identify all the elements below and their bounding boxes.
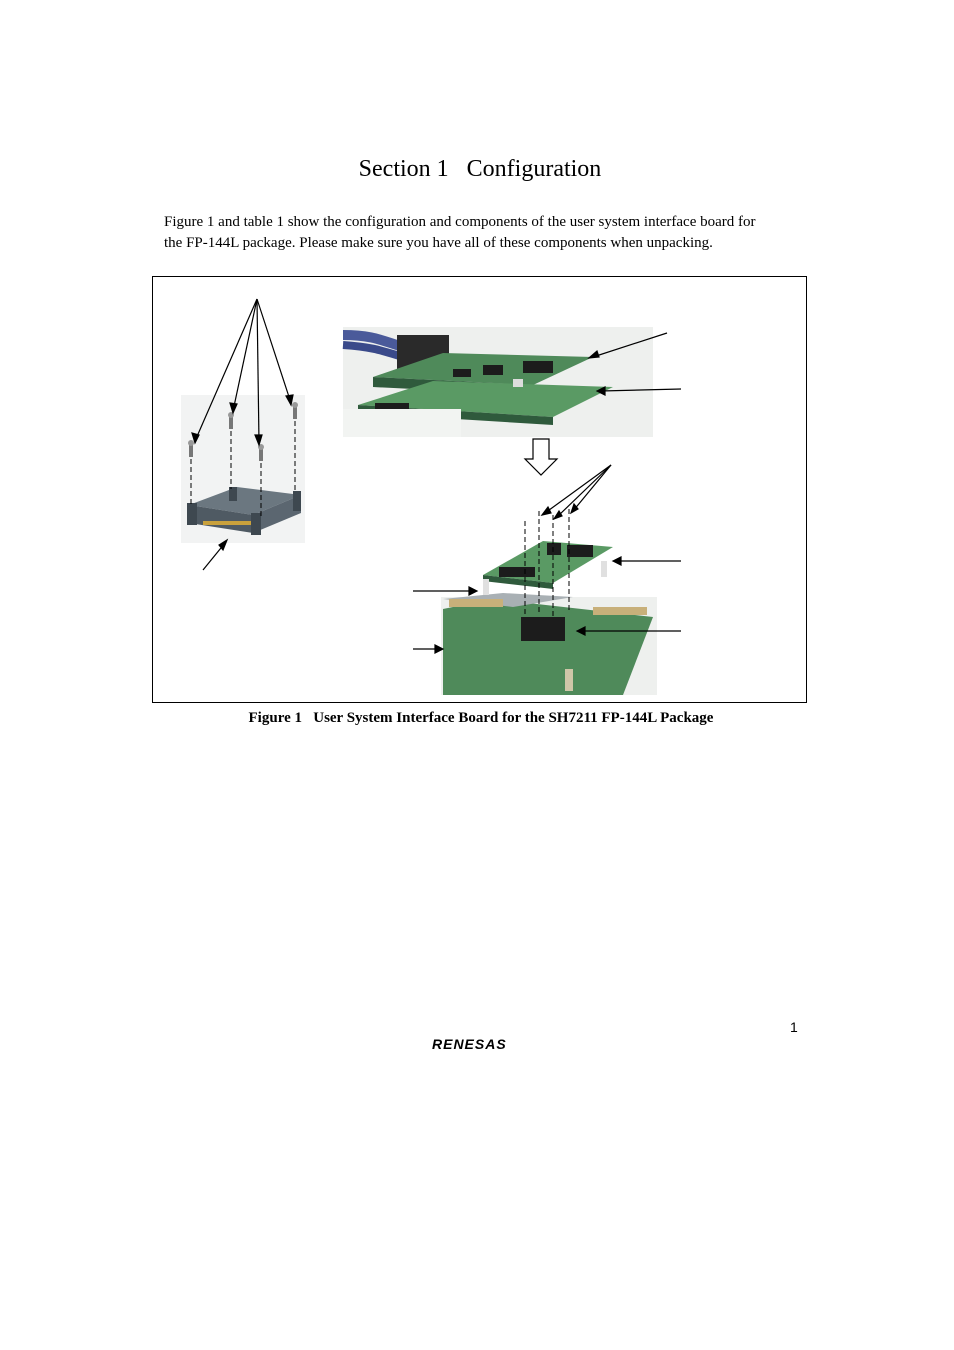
figure-frame: [152, 276, 807, 703]
figure-illustration: [153, 277, 808, 704]
intro-paragraph: [164, 212, 814, 254]
down-arrow-icon: [525, 439, 557, 475]
emulator-photo: [343, 327, 653, 437]
section-title: Section 1 Configuration: [358, 156, 602, 182]
pin-callout-arrows: [542, 465, 611, 519]
socket-callout-arrow: [203, 540, 227, 570]
renesas-logo: RENESAS: [432, 1036, 507, 1052]
intro-line: Figure 1 and table 1 show the configuration and components of the user system interface board for: [164, 214, 756, 230]
intro-line: the FP-144L package. Please make sure you have all of these components when unpacking.: [164, 235, 713, 251]
page-number: 1: [790, 1019, 798, 1035]
socket-photo: [181, 395, 305, 543]
figure-caption: Figure 1 User System Interface Board for the SH7211 FP-144L Package: [248, 710, 714, 726]
board-photo: [441, 541, 657, 695]
